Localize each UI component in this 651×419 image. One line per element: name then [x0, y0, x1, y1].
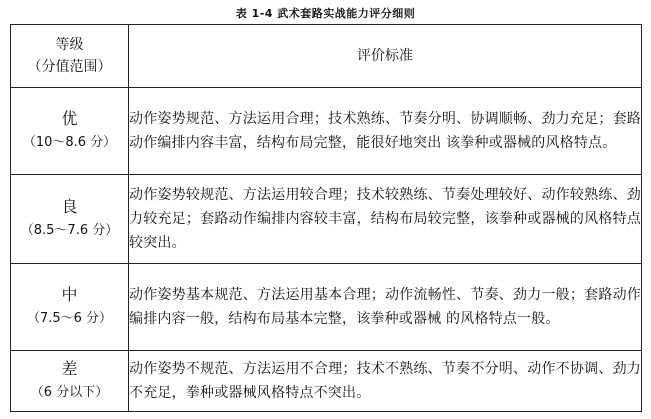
criteria-cell: 动作姿势基本规范、方法运用基本合理；动作流畅性、节奏、劲力一般；套路动作编排内容一般，结构布局基本完整，该拳种或器械 的风格特点一般。	[129, 264, 642, 351]
criteria-cell: 动作姿势不规范、方法运用不合理；技术不熟练、节奏不分明、动作不协调、劲力不充足，拳种或器械风格特点不突出。	[129, 351, 642, 412]
grade-name: 优	[61, 109, 78, 128]
grade-cell	[11, 351, 129, 412]
grade-header-range-label: （分值范围）	[27, 59, 112, 75]
table-caption: 表 1-4 武术套路实战能力评分细则	[235, 7, 416, 20]
grade-range: （7.5～6 分）	[26, 311, 113, 326]
criteria-cell: 动作姿势规范、方法运用合理；技术熟练、节奏分明、协调顺畅、劲力充足；套路动作编排内容丰富，结构布局完整，能很好地突出 该拳种或器械的风格特点。	[129, 88, 642, 175]
grade-header-label: 等级	[55, 37, 84, 53]
grade-name: 中	[61, 285, 78, 304]
table-row	[11, 264, 642, 351]
table-row	[11, 351, 642, 412]
table-row	[11, 88, 642, 175]
scoring-rubric-table	[10, 24, 642, 412]
grade-cell	[11, 88, 129, 175]
grade-cell	[11, 264, 129, 351]
criteria-cell: 动作姿势较规范、方法运用较合理；技术较熟练、节奏处理较好、动作较熟练、劲力较充足；套路动作编排内容较丰富，结构布局较完整，该拳种或器械的风格特点较突出。	[129, 175, 642, 264]
table-row	[11, 175, 642, 264]
grade-range: （6 分以下）	[30, 385, 109, 400]
grade-column-header	[11, 25, 129, 88]
grade-name: 差	[61, 359, 78, 378]
grade-range: （8.5～7.6 分）	[20, 223, 119, 238]
grade-cell	[11, 175, 129, 264]
criteria-column-header: 评价标准	[129, 25, 642, 88]
grade-range: （10～8.6 分）	[22, 135, 117, 150]
grade-name: 良	[61, 197, 78, 216]
header-row	[11, 25, 642, 88]
